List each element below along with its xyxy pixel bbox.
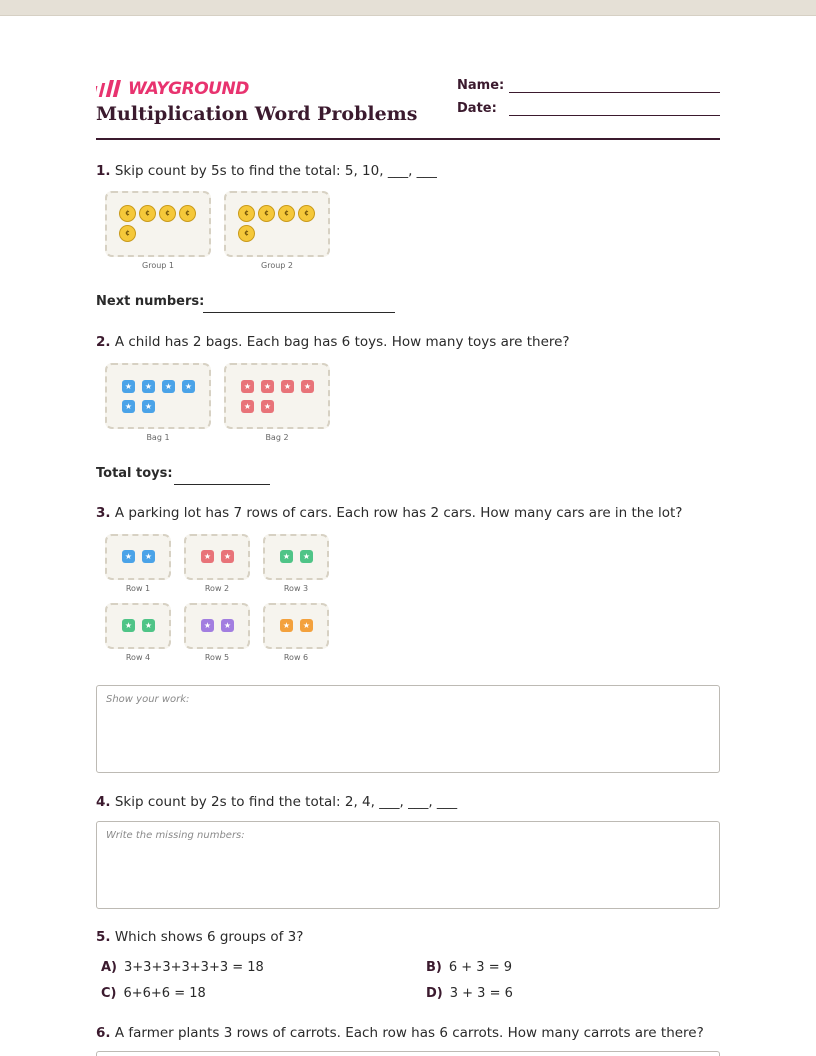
row-box-4 — [105, 603, 171, 649]
star-icon: ★ — [300, 619, 313, 632]
name-label: Name: — [457, 78, 505, 93]
question-number: 6. — [96, 1025, 111, 1041]
question-number: 2. — [96, 334, 111, 350]
row-caption: Row 5 — [204, 653, 230, 662]
coin-icon: ¢ — [119, 225, 136, 242]
coin-icon: ¢ — [238, 205, 255, 222]
choice-d[interactable] — [426, 986, 513, 1001]
answer-box-placeholder: Write the missing numbers: — [106, 830, 245, 841]
row-box-6 — [263, 603, 329, 649]
star-icon: ★ — [261, 380, 274, 393]
star-icon: ★ — [261, 400, 274, 413]
star-icon: ★ — [162, 380, 175, 393]
star-icon: ★ — [241, 380, 254, 393]
date-line — [509, 115, 720, 116]
question-number: 1. — [96, 163, 111, 179]
star-icon: ★ — [301, 380, 314, 393]
row-caption: Row 2 — [204, 584, 230, 593]
star-icon: ★ — [142, 619, 155, 632]
star-icon: ★ — [201, 550, 214, 563]
answer-line[interactable] — [203, 312, 395, 313]
work-box[interactable] — [96, 1051, 720, 1056]
group-box-1 — [105, 191, 211, 257]
star-icon: ★ — [122, 380, 135, 393]
coin-icon: ¢ — [298, 205, 315, 222]
choice-text: 6 + 3 = 9 — [448, 960, 512, 975]
group-caption: Group 2 — [261, 261, 293, 270]
brand-name: WAYGROUND — [128, 79, 249, 99]
question-5 — [96, 929, 303, 945]
question-1 — [96, 163, 437, 179]
bag-box-2 — [224, 363, 330, 429]
question-text: A parking lot has 7 rows of cars. Each row has 2 cars. How many cars are in the lot? — [114, 505, 683, 521]
work-box-placeholder: Show your work: — [106, 694, 190, 705]
work-box[interactable] — [96, 685, 720, 773]
question-text: Which shows 6 groups of 3? — [114, 929, 304, 945]
star-icon: ★ — [300, 550, 313, 563]
coin-icon: ¢ — [238, 225, 255, 242]
star-icon: ★ — [122, 400, 135, 413]
row-box-5 — [184, 603, 250, 649]
coin-icon: ¢ — [139, 205, 156, 222]
star-icon: ★ — [142, 550, 155, 563]
choice-c[interactable] — [101, 986, 206, 1001]
choice-text: 6+6+6 = 18 — [123, 986, 206, 1001]
worksheet-header — [96, 76, 720, 140]
question-4 — [96, 794, 457, 810]
answer-label: Next numbers: — [96, 294, 205, 309]
question-number: 3. — [96, 505, 111, 521]
group-caption: Group 1 — [142, 261, 174, 270]
coin-icon: ¢ — [258, 205, 275, 222]
question-text: Skip count by 2s to find the total: 2, 4, ___, ___, ___ — [114, 794, 458, 810]
row-box-2 — [184, 534, 250, 580]
brand-logo — [96, 78, 249, 100]
choice-letter: C) — [101, 986, 117, 1001]
row-caption: Row 3 — [283, 584, 309, 593]
star-icon: ★ — [182, 380, 195, 393]
date-label: Date: — [457, 101, 497, 116]
question-3 — [96, 505, 682, 521]
answer-line[interactable] — [174, 484, 270, 485]
choice-letter: B) — [426, 960, 442, 975]
question-2 — [96, 334, 570, 350]
answer-label: Total toys: — [96, 466, 173, 481]
coin-icon: ¢ — [179, 205, 196, 222]
coin-icon: ¢ — [278, 205, 295, 222]
star-icon: ★ — [280, 550, 293, 563]
choice-letter: D) — [426, 986, 443, 1001]
worksheet-title: Multiplication Word Problems — [96, 103, 418, 125]
coin-icon: ¢ — [159, 205, 176, 222]
question-text: Skip count by 5s to find the total: 5, 10, ___, ___ — [114, 163, 437, 179]
choice-text: 3+3+3+3+3+3 = 18 — [124, 960, 264, 975]
wayground-logo-icon — [96, 80, 124, 98]
choice-b[interactable] — [426, 960, 512, 975]
bag-caption: Bag 1 — [146, 433, 170, 442]
star-icon: ★ — [142, 400, 155, 413]
star-icon: ★ — [201, 619, 214, 632]
star-icon: ★ — [221, 619, 234, 632]
question-number: 5. — [96, 929, 111, 945]
row-box-1 — [105, 534, 171, 580]
star-icon: ★ — [221, 550, 234, 563]
row-caption: Row 6 — [283, 653, 309, 662]
star-icon: ★ — [122, 550, 135, 563]
star-icon: ★ — [122, 619, 135, 632]
choice-text: 3 + 3 = 6 — [449, 986, 513, 1001]
question-text: A child has 2 bags. Each bag has 6 toys. How many toys are there? — [114, 334, 570, 350]
coin-icon: ¢ — [119, 205, 136, 222]
star-icon: ★ — [281, 380, 294, 393]
row-caption: Row 4 — [125, 653, 151, 662]
question-number: 4. — [96, 794, 111, 810]
star-icon: ★ — [142, 380, 155, 393]
date-field[interactable] — [457, 101, 720, 121]
row-box-3 — [263, 534, 329, 580]
star-icon: ★ — [241, 400, 254, 413]
question-text: A farmer plants 3 rows of carrots. Each row has 6 carrots. How many carrots are there? — [114, 1025, 704, 1041]
answer-box[interactable] — [96, 821, 720, 909]
choice-letter: A) — [101, 960, 118, 975]
bag-caption: Bag 2 — [265, 433, 289, 442]
question-6 — [96, 1025, 704, 1041]
star-icon: ★ — [280, 619, 293, 632]
group-box-2 — [224, 191, 330, 257]
viewer-top-bar — [0, 0, 816, 16]
choice-a[interactable] — [101, 960, 264, 975]
bag-box-1 — [105, 363, 211, 429]
name-field[interactable] — [457, 78, 720, 98]
name-line — [509, 92, 720, 93]
row-caption: Row 1 — [125, 584, 151, 593]
